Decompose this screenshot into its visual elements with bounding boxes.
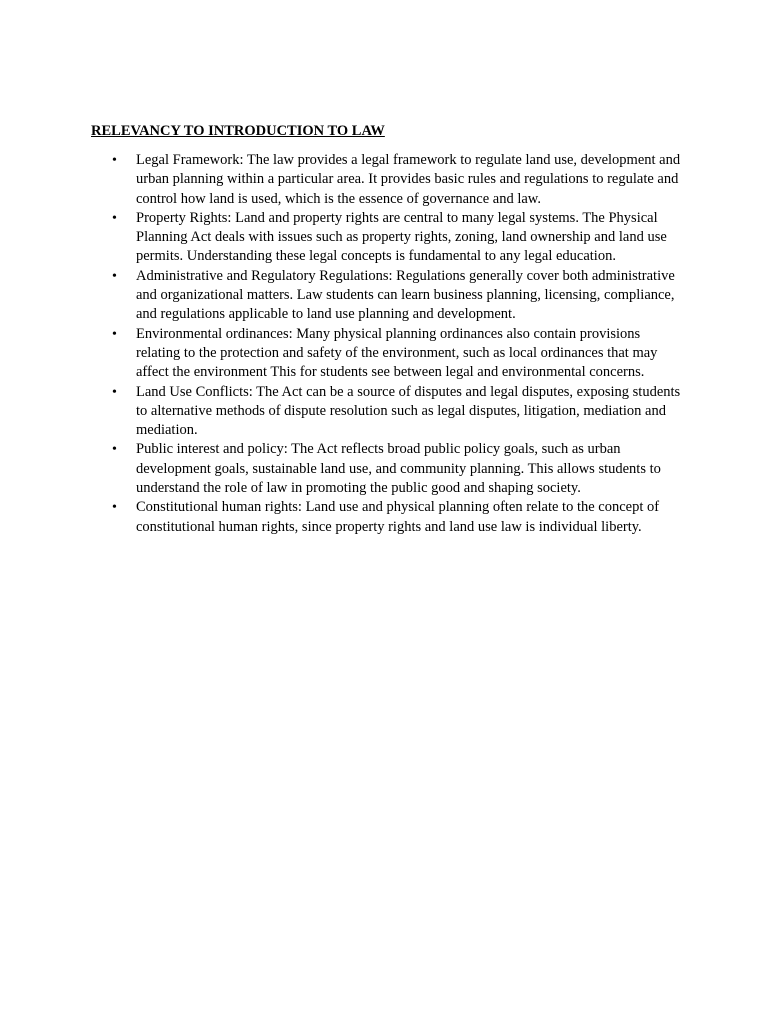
list-item — [112, 498, 684, 537]
bullet-icon: • — [112, 384, 117, 400]
list-item-text: Legal Framework: The law provides a legal framework to regulate land use, development and urban planning within a particular area. It provides basic rules and regulations to regulate and control how land is used, which is the essence of governance and law. — [136, 152, 681, 207]
list-item — [112, 440, 684, 498]
list-item — [112, 325, 684, 383]
list-item — [112, 209, 684, 267]
bullet-icon: • — [112, 500, 117, 516]
bullet-list — [112, 151, 684, 537]
list-item-text: Public interest and policy: The Act reflects broad public policy goals, such as urban development goals, sustainable land use, and community planning. This allows students to understand the role of law in promoting the public good and shaping society. — [136, 441, 661, 497]
list-item-text: Property Rights: Land and property rights are central to many legal systems. The Physical Planning Act deals with issues such as property rights, zoning, land ownership and land use permits. Understanding these legal concepts is fundamental to any legal education. — [136, 209, 667, 265]
bullet-icon: • — [112, 442, 117, 458]
bullet-icon: • — [112, 326, 117, 342]
section-heading: RELEVANCY TO INTRODUCTION TO LAW — [91, 123, 385, 139]
bullet-icon: • — [112, 268, 117, 284]
list-item-text: Constitutional human rights: Land use and physical planning often relate to the concept of constitutional human rights, since property rights and land use law is individual liberty. — [136, 499, 660, 535]
list-item — [112, 151, 684, 209]
bullet-icon: • — [112, 153, 117, 168]
list-item-text: Environmental ordinances: Many physical planning ordinances also contain provisions relating to the protection and safety of the environment, such as local ordinances that may affect the environment This for students see between legal and environmental concerns. — [136, 325, 658, 381]
list-item — [112, 383, 684, 441]
list-item-text: Land Use Conflicts: The Act can be a source of disputes and legal disputes, exposing students to alternative methods of dispute resolution such as legal disputes, litigation, mediation and mediation. — [136, 383, 681, 439]
list-item-text: Administrative and Regulatory Regulations: Regulations generally cover both administrative and organizational matters. Law students can learn business planning, licensing, compliance, and regulations applicable to land use planning and development. — [136, 267, 675, 323]
list-item — [112, 267, 684, 325]
bullet-icon: • — [112, 210, 117, 226]
